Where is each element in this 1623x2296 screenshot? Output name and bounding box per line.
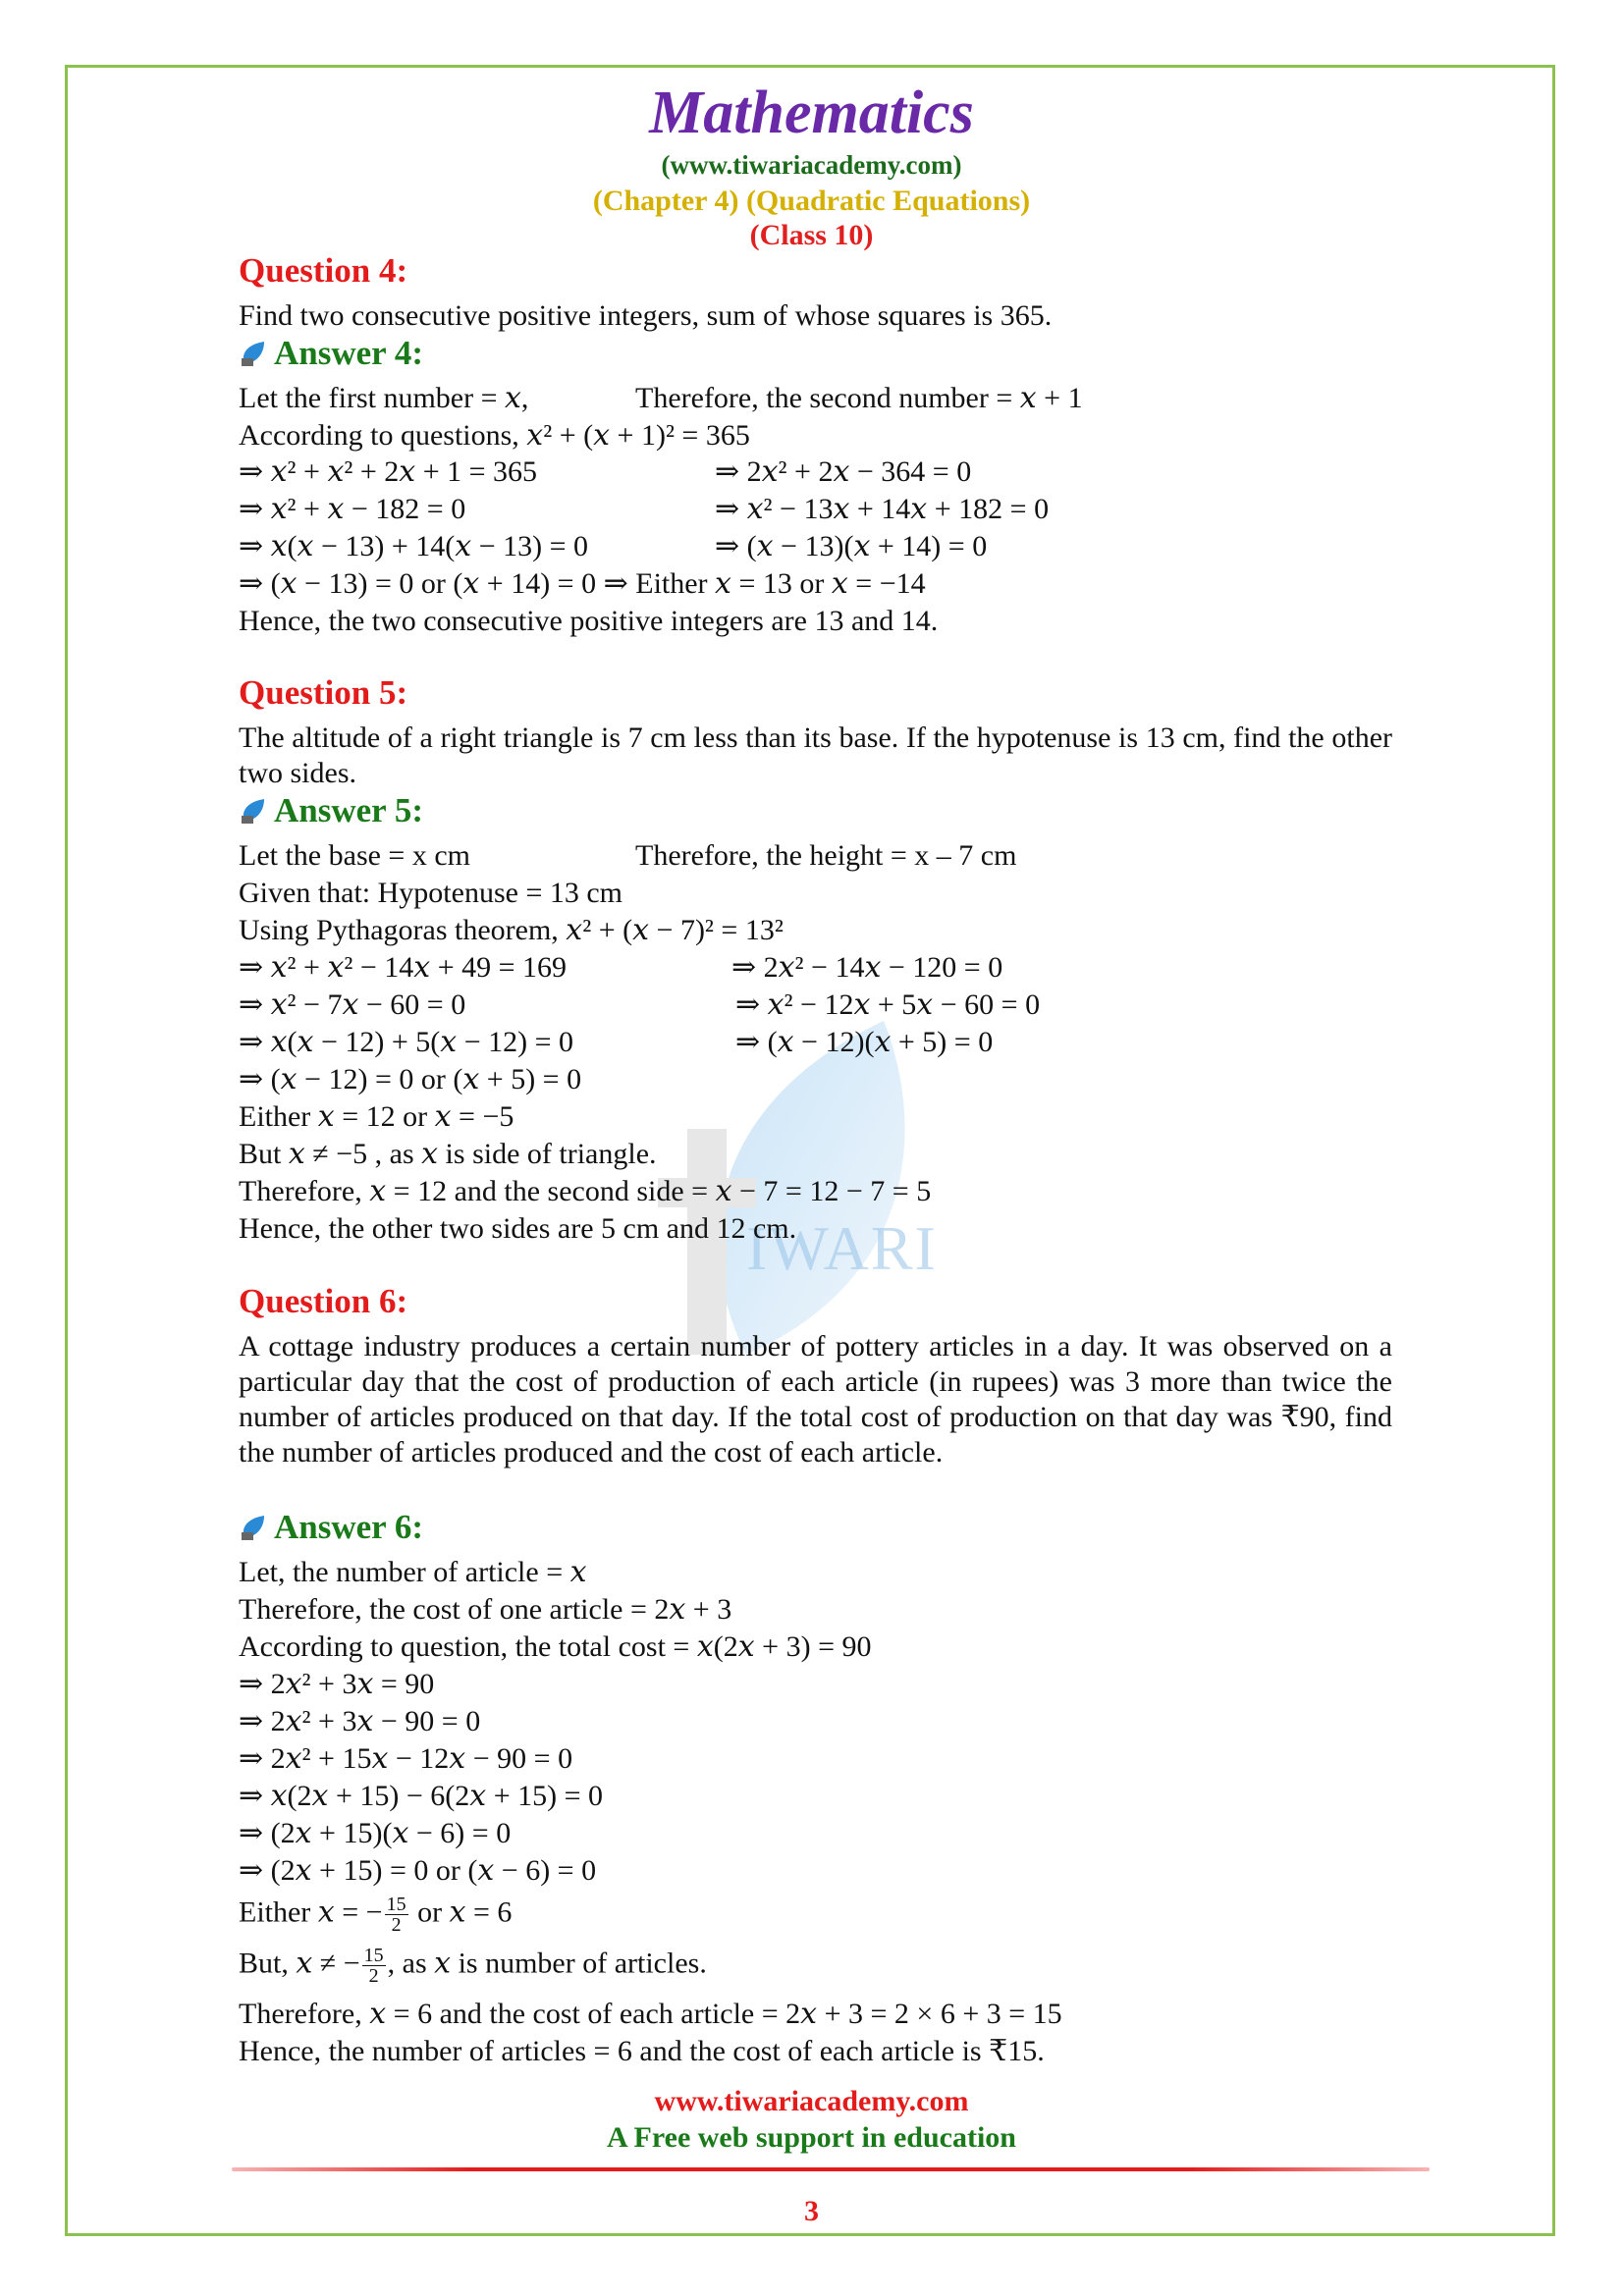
a5-line-2: Given that: Hypotenuse = 13 cm — [239, 877, 623, 909]
a5-line-6b: ⇒ (𝑥 − 12)(𝑥 + 5) = 0 — [735, 1026, 994, 1058]
a6-line-10 — [239, 1895, 512, 1935]
a6-line-4: ⇒ 2𝑥² + 3𝑥 = 90 — [239, 1668, 435, 1700]
a5-line-5b: ⇒ 𝑥² − 12𝑥 + 5𝑥 − 60 = 0 — [735, 988, 1041, 1021]
a6-line-10-post: or 𝑥 = 6 — [409, 1896, 513, 1929]
question-5-text: The altitude of a right triangle is 7 cm less than its base. If the hypotenuse is 13 cm, find the other two sides. — [239, 721, 1392, 789]
a6-line-11 — [239, 1946, 707, 1986]
a4-line-2: According to questions, 𝑥² + (𝑥 + 1)² = 365 — [239, 419, 750, 452]
a4-line-3b: ⇒ 2𝑥² + 2𝑥 − 364 = 0 — [715, 455, 972, 488]
a4-line-6: ⇒ (𝑥 − 13) = 0 or (𝑥 + 14) = 0 ⇒ Either 𝑥 = 13 or 𝑥 = −14 — [239, 567, 926, 600]
a4-line-4b: ⇒ 𝑥² − 13𝑥 + 14𝑥 + 182 = 0 — [715, 493, 1050, 525]
fraction-denominator: 2 — [391, 1914, 402, 1936]
a5-line-7: ⇒ (𝑥 − 12) = 0 or (𝑥 + 5) = 0 — [239, 1063, 582, 1095]
question-5-label: Question 5: — [239, 673, 408, 712]
a5-line-6a: ⇒ 𝑥(𝑥 − 12) + 5(𝑥 − 12) = 0 — [239, 1026, 574, 1058]
a6-line-7: ⇒ 𝑥(2𝑥 + 15) − 6(2𝑥 + 15) = 0 — [239, 1780, 604, 1812]
leaf-icon — [239, 339, 268, 368]
question-4-label: Question 4: — [239, 251, 408, 290]
answer-4-label — [239, 336, 423, 371]
a4-line-4a: ⇒ 𝑥² + 𝑥 − 182 = 0 — [239, 493, 466, 525]
a6-line-5: ⇒ 2𝑥² + 3𝑥 − 90 = 0 — [239, 1705, 481, 1737]
header-site[interactable]: (www.tiwariacademy.com) — [661, 150, 962, 180]
a5-line-8: Either 𝑥 = 12 or 𝑥 = −5 — [239, 1100, 514, 1133]
a6-line-11-post: , as 𝑥 is number of articles. — [387, 1947, 707, 1980]
a6-line-13: Hence, the number of articles = 6 and the cost of each article is ₹15. — [239, 2035, 1045, 2067]
footer-tagline: A Free web support in education — [607, 2121, 1016, 2154]
fraction-numerator: 15 — [363, 1945, 384, 1966]
a4-line-3a: ⇒ 𝑥² + 𝑥² + 2𝑥 + 1 = 365 — [239, 455, 538, 488]
a6-line-11-pre: But, 𝑥 ≠ − — [239, 1947, 360, 1980]
leaf-icon — [239, 1513, 268, 1542]
fraction-denominator: 2 — [368, 1965, 379, 1987]
a6-line-8: ⇒ (2𝑥 + 15)(𝑥 − 6) = 0 — [239, 1817, 512, 1849]
a4-line-5a: ⇒ 𝑥(𝑥 − 13) + 14(𝑥 − 13) = 0 — [239, 530, 589, 562]
a4-line-1b: Therefore, the second number = 𝑥 + 1 — [635, 382, 1083, 414]
a6-line-12: Therefore, 𝑥 = 6 and the cost of each article = 2𝑥 + 3 = 2 × 6 + 3 = 15 — [239, 1998, 1062, 2030]
answer-5-label — [239, 793, 423, 828]
a5-line-11: Hence, the other two sides are 5 cm and 12 cm. — [239, 1212, 797, 1245]
question-6-text: A cottage industry produces a certain number of pottery articles in a day. It was observed on a particular day that the cost of production of each article (in rupees) was 3 more than twice the number of articles produced on that day. If the total cost of production on that day was ₹90, find the number of articles produced and the cost of each article. — [239, 1330, 1392, 1468]
a5-line-4b: ⇒ 2𝑥² − 14𝑥 − 120 = 0 — [731, 951, 1003, 984]
footer-divider — [232, 2167, 1430, 2171]
answer-6-label — [239, 1510, 423, 1545]
a5-line-9: But 𝑥 ≠ −5 , as 𝑥 is side of triangle. — [239, 1138, 657, 1170]
a5-line-4a: ⇒ 𝑥² + 𝑥² − 14𝑥 + 49 = 169 — [239, 951, 568, 984]
footer-site[interactable]: www.tiwariacademy.com — [654, 2085, 969, 2117]
a5-line-3: Using Pythagoras theorem, 𝑥² + (𝑥 − 7)² = 13² — [239, 914, 784, 946]
a6-line-1: Let, the number of article = 𝑥 — [239, 1556, 587, 1588]
watermark-text: IWARI — [746, 1213, 938, 1283]
fraction — [385, 1895, 408, 1935]
fraction — [362, 1946, 386, 1986]
header-class: (Class 10) — [749, 219, 874, 251]
leaf-icon — [239, 796, 268, 826]
a6-line-3: According to question, the total cost = 𝑥(2𝑥 + 3) = 90 — [239, 1630, 872, 1663]
fraction-numerator: 15 — [386, 1894, 406, 1915]
a6-line-9: ⇒ (2𝑥 + 15) = 0 or (𝑥 − 6) = 0 — [239, 1854, 597, 1887]
a6-line-10-pre: Either 𝑥 = − — [239, 1896, 383, 1929]
a5-line-1b: Therefore, the height = x – 7 cm — [635, 839, 1017, 872]
answer-5-text: Answer 5: — [274, 791, 423, 829]
a6-line-2: Therefore, the cost of one article = 2𝑥 + 3 — [239, 1593, 732, 1626]
page-number: 3 — [804, 2195, 819, 2227]
a4-line-5b: ⇒ (𝑥 − 13)(𝑥 + 14) = 0 — [715, 530, 988, 562]
header-chapter: (Chapter 4) (Quadratic Equations) — [592, 185, 1031, 217]
page-title: Mathematics — [649, 80, 974, 146]
a5-line-10: Therefore, 𝑥 = 12 and the second side = 𝑥 − 7 = 12 − 7 = 5 — [239, 1175, 932, 1207]
a5-line-1a: Let the base = x cm — [239, 839, 471, 872]
a5-line-5a: ⇒ 𝑥² − 7𝑥 − 60 = 0 — [239, 988, 466, 1021]
question-6-label: Question 6: — [239, 1282, 408, 1320]
a4-line-7: Hence, the two consecutive positive integers are 13 and 14. — [239, 605, 939, 637]
answer-4-text: Answer 4: — [274, 334, 423, 372]
a4-line-1a: Let the first number = 𝑥, — [239, 382, 529, 414]
a6-line-6: ⇒ 2𝑥² + 15𝑥 − 12𝑥 − 90 = 0 — [239, 1742, 573, 1775]
question-4-text: Find two consecutive positive integers, sum of whose squares is 365. — [239, 299, 1053, 332]
answer-6-text: Answer 6: — [274, 1508, 423, 1546]
